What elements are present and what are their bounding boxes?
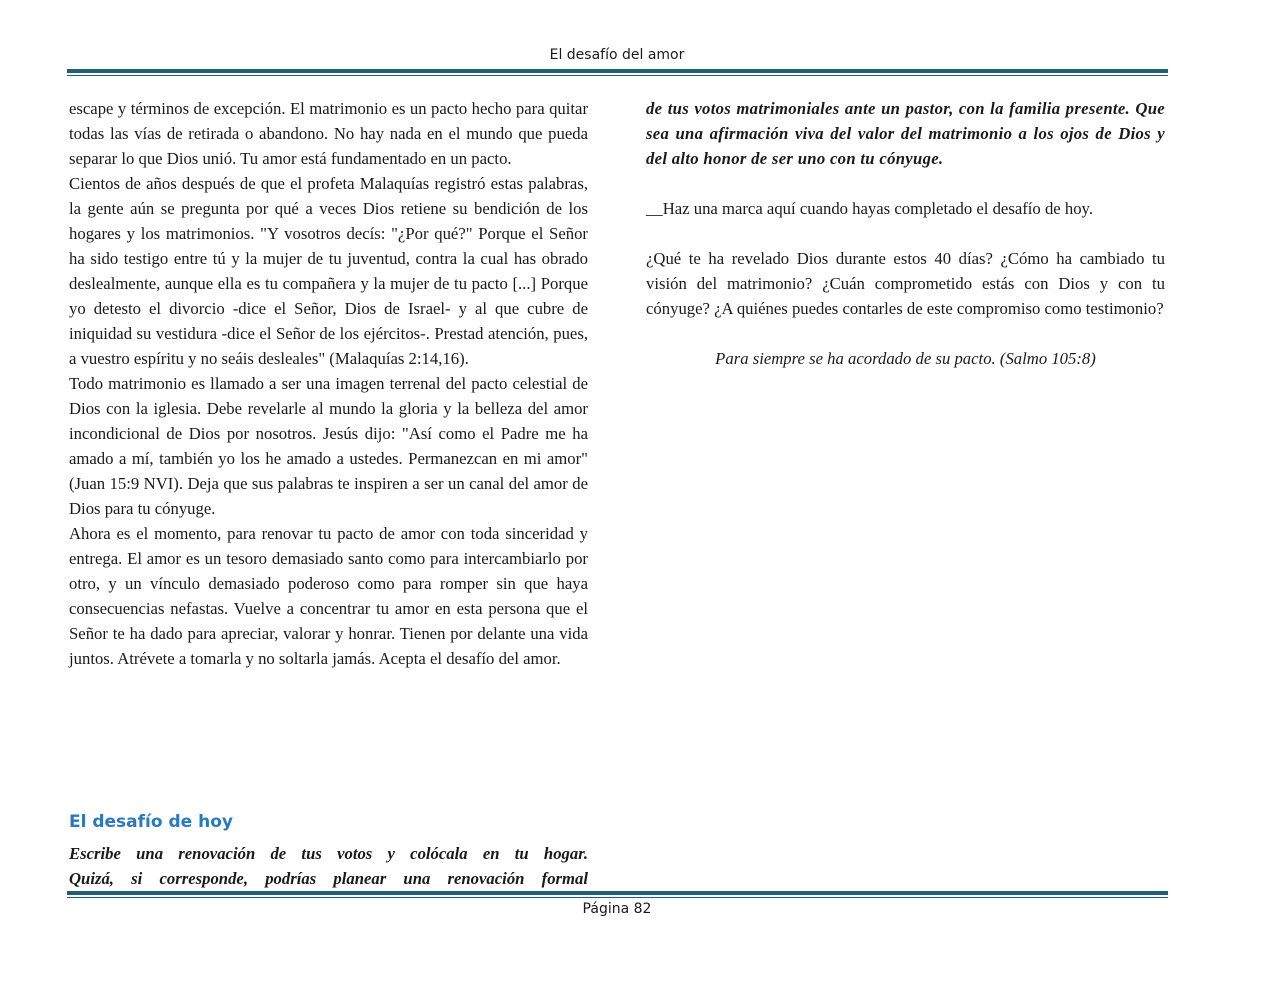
footer-rule-thin: [67, 897, 1168, 898]
paragraph: Ahora es el momento, para renovar tu pacto de amor con toda sinceridad y entrega. El amor es un tesoro demasiado santo como para intercambiarlo por otro, y un vínculo demasiado poderoso como para romper sin que haya consecuencias nefastas. Vuelve a concentrar tu amor en esta persona que el Señor te ha dado para apreciar, valorar y honrar. Tienen por delante una vida juntos. Atrévete a tomarla y no soltarla jamás. Acepta el desafío del amor.: [69, 524, 588, 668]
header-rule-thin: [67, 75, 1168, 76]
challenge-line: Quizá, si corresponde, podrías planear una renovación formal: [69, 869, 588, 888]
spacer: [646, 221, 1165, 246]
closing-quote: Para siempre se ha acordado de su pacto. (Salmo 105:8): [715, 349, 1096, 368]
paragraph: escape y términos de excepción. El matrimonio es un pacto hecho para quitar todas las vías de retirada o abandono. No hay nada en el mundo que pueda separar lo que Dios unió. Tu amor está fundamentado en un pacto.: [69, 99, 588, 168]
spacer: [646, 321, 1165, 346]
challenge-line: Escribe una renovación de tus votos y colócala en tu hogar.: [69, 844, 588, 863]
challenge-continued: de tus votos matrimoniales ante un pastor, con la familia presente. Que sea una afirmación viva del valor del matrimonio a los ojos de Dios y del alto honor de ser uno con tu cónyuge.: [646, 99, 1165, 168]
challenge-text: [69, 841, 588, 891]
spacer: [646, 171, 1165, 196]
footer-rule-thick: [67, 891, 1168, 895]
header-rule-thick: [67, 69, 1168, 73]
paragraph: Cientos de años después de que el profeta Malaquías registró estas palabras, la gente aún se pregunta por qué a veces Dios retiene su bendición de los hogares y los matrimonios. "Y vosotros decís: "¿Por qué?" Porque el Señor ha sido testigo entre tú y la mujer de tu juventud, contra la cual has obrado deslealmente, aunque ella es tu compañera y la mujer de tu pacto [...] Porque yo detesto el divorcio -dice el Señor, Dios de Israel- y al que cubre de iniquidad su vestidura -dice el Señor de los ejércitos-. Prestad atención, pues, a vuestro espíritu y no seáis desleales" (Malaquías 2:14,16).: [69, 174, 588, 368]
right-column: [646, 96, 1165, 371]
challenge-heading: El desafío de hoy: [69, 812, 233, 832]
page-header-title: El desafío del amor: [549, 47, 685, 63]
paragraph: Todo matrimonio es llamado a ser una imagen terrenal del pacto celestial de Dios con la iglesia. Debe revelarle al mundo la gloria y la belleza del amor incondicional de Dios por nosotros. Jesús dijo: "Así como el Padre me ha amado a mí, también yo los he amado a ustedes. Permanezcan en mi amor" (Juan 15:9 NVI). Deja que sus palabras te inspiren a ser un canal del amor de Dios para tu cónyuge.: [69, 374, 588, 518]
completion-checkbox-line: __Haz una marca aquí cuando hayas completado el desafío de hoy.: [646, 199, 1093, 218]
reflection-questions: ¿Qué te ha revelado Dios durante estos 40 días? ¿Cómo ha cambiado tu visión del matrimonio? ¿Cuán comprometido estás con Dios y con tu cónyuge? ¿A quiénes puedes contarles de este compromiso como testimonio?: [646, 249, 1165, 318]
left-column: [69, 96, 588, 671]
page-number: Página 82: [582, 901, 652, 917]
